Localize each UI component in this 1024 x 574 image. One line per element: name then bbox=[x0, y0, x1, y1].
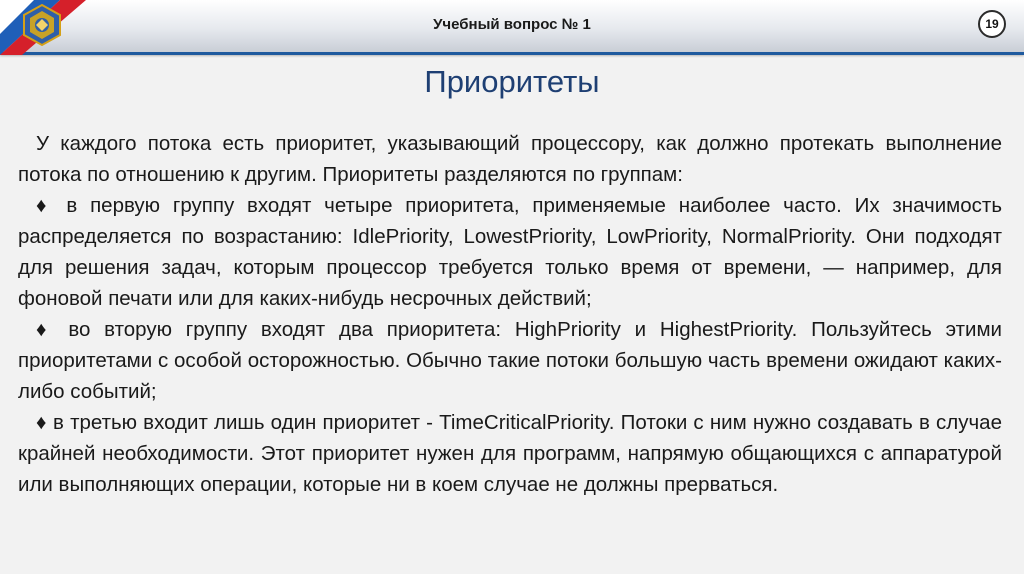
bullet-paragraph-3: ♦ в третью входит лишь один приоритет - TimeCriticalPriority. Потоки с ним нужно создавать в случае крайней необходимости. Этот приоритет нужен для программ, напрямую общающихся с аппаратурой или выполняющих операции, которые ни в коем случае не должны прерваться. bbox=[18, 411, 1002, 496]
slide-title: Приоритеты bbox=[424, 64, 600, 99]
slide-body bbox=[18, 128, 1002, 500]
intro-paragraph: У каждого потока есть приоритет, указывающий процессору, как должно протекать выполнение потока по отношению к другим. Приоритеты разделяются по группам: bbox=[18, 132, 1002, 186]
header-bar bbox=[0, 0, 1024, 55]
section-title: Учебный вопрос № 1 bbox=[433, 16, 591, 33]
bullet-paragraph-2: ♦ во вторую группу входят два приоритета: HighPriority и HighestPriority. Пользуйтесь этими приоритетами с особой осторожностью. Обычно такие потоки большую часть времени ожидают каких-либо событий; bbox=[18, 318, 1002, 403]
page-number-badge: 19 bbox=[978, 10, 1006, 38]
bullet-paragraph-1: ♦ в первую группу входят четыре приоритета, применяемые наиболее часто. Их значимость распределяется по возрастанию: IdlePriority, LowestPriority, LowPriority, NormalPriority. Они подходят для решения задач, которым процессор требуется только время от времени, — например, для фоновой печати или для каких-нибудь несрочных действий; bbox=[18, 194, 1002, 310]
